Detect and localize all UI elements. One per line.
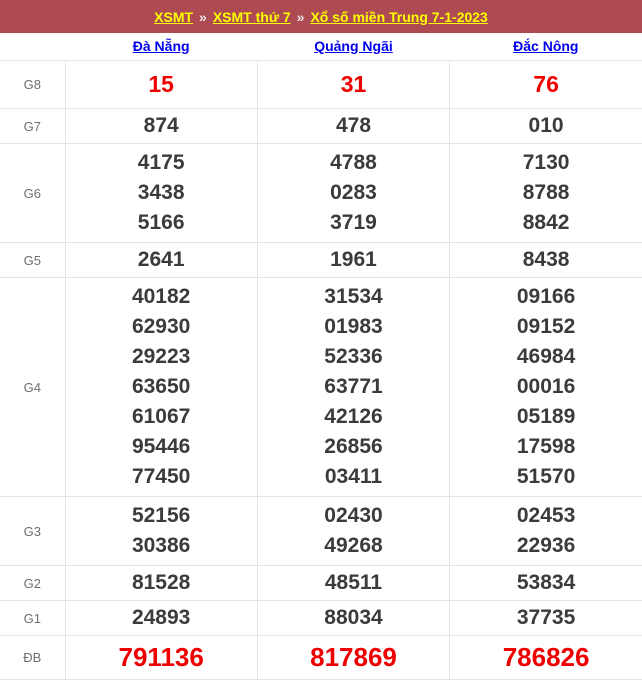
breadcrumb-link-xsmt-thu-7[interactable]: XSMT thứ 7 bbox=[212, 8, 291, 25]
results-table-body bbox=[0, 61, 642, 680]
column-header-dac-nong bbox=[450, 38, 642, 56]
prize-number: 010 bbox=[528, 114, 564, 137]
prize-cell bbox=[257, 61, 449, 109]
prize-row bbox=[0, 243, 642, 278]
prize-cell bbox=[257, 497, 449, 566]
prize-row bbox=[0, 61, 642, 109]
prize-number: 15 bbox=[148, 71, 174, 97]
prize-label: G2 bbox=[0, 566, 65, 601]
prize-number: 52336 bbox=[324, 345, 383, 368]
prize-number: 52156 bbox=[131, 504, 191, 527]
prize-number: 8842 bbox=[522, 211, 570, 234]
prize-number: 478 bbox=[335, 114, 372, 137]
prize-number: 5166 bbox=[137, 211, 185, 234]
prize-cell bbox=[65, 601, 257, 636]
prize-number: 02453 bbox=[516, 504, 576, 527]
prize-cell bbox=[65, 278, 257, 497]
prize-label: G6 bbox=[0, 144, 65, 243]
prize-number: 09152 bbox=[516, 315, 576, 338]
prize-number: 3438 bbox=[137, 181, 185, 204]
prize-cell bbox=[257, 601, 449, 636]
prize-number: 51570 bbox=[516, 465, 576, 488]
prize-number: 42126 bbox=[324, 405, 383, 428]
prize-row bbox=[0, 144, 642, 243]
prize-number: 786826 bbox=[502, 642, 590, 672]
prize-row bbox=[0, 497, 642, 566]
province-link-quang-ngai[interactable]: Quảng Ngãi bbox=[314, 37, 393, 54]
prize-number: 817869 bbox=[310, 642, 397, 672]
prize-number: 46984 bbox=[516, 345, 576, 368]
prize-number: 00016 bbox=[516, 375, 576, 398]
prize-number: 1961 bbox=[330, 248, 377, 271]
prize-number: 53834 bbox=[516, 571, 576, 594]
prize-number: 02430 bbox=[324, 504, 383, 527]
prize-number: 09166 bbox=[516, 285, 576, 308]
prize-cell bbox=[450, 109, 642, 144]
prize-cell bbox=[257, 636, 449, 680]
prize-cell bbox=[257, 144, 449, 243]
prize-cell bbox=[65, 636, 257, 680]
prize-number: 2641 bbox=[137, 248, 185, 271]
prize-number: 7130 bbox=[522, 151, 570, 174]
prize-number: 63771 bbox=[324, 375, 383, 398]
prize-label: G1 bbox=[0, 601, 65, 636]
prize-number: 01983 bbox=[324, 315, 383, 338]
prize-cell bbox=[65, 243, 257, 278]
prize-number: 63650 bbox=[131, 375, 191, 398]
prize-label: G5 bbox=[0, 243, 65, 278]
prize-number: 88034 bbox=[324, 606, 383, 629]
breadcrumb-separator: » bbox=[199, 8, 207, 25]
prize-number: 95446 bbox=[131, 435, 191, 458]
prize-cell bbox=[257, 278, 449, 497]
prize-cell bbox=[450, 144, 642, 243]
prize-number: 874 bbox=[143, 114, 179, 137]
prize-number: 05189 bbox=[516, 405, 576, 428]
prize-label: G3 bbox=[0, 497, 65, 566]
prize-row bbox=[0, 109, 642, 144]
breadcrumb-link-date[interactable]: Xổ số miền Trung 7-1-2023 bbox=[310, 8, 488, 25]
column-header-quang-ngai bbox=[257, 38, 449, 56]
prize-row bbox=[0, 566, 642, 601]
prize-cell bbox=[65, 61, 257, 109]
column-header-row bbox=[0, 33, 642, 60]
prize-number: 31 bbox=[340, 71, 367, 97]
prize-number: 0283 bbox=[330, 181, 377, 204]
prize-number: 3719 bbox=[330, 211, 377, 234]
province-link-da-nang[interactable]: Đà Nẵng bbox=[132, 37, 190, 54]
prize-number: 4788 bbox=[330, 151, 377, 174]
breadcrumb-separator: » bbox=[296, 8, 305, 25]
prize-cell bbox=[257, 566, 449, 601]
breadcrumb bbox=[0, 0, 642, 33]
prize-cell bbox=[257, 109, 449, 144]
prize-cell bbox=[65, 497, 257, 566]
prize-number: 37735 bbox=[516, 606, 576, 629]
prize-number: 31534 bbox=[324, 285, 383, 308]
prize-number: 40182 bbox=[131, 285, 191, 308]
prize-cell bbox=[450, 601, 642, 636]
prize-number: 8438 bbox=[522, 248, 570, 271]
prize-number: 77450 bbox=[131, 465, 191, 488]
prize-number: 26856 bbox=[324, 435, 383, 458]
prize-label: G4 bbox=[0, 278, 65, 497]
prize-label: G8 bbox=[0, 61, 65, 109]
prize-number: 81528 bbox=[131, 571, 191, 594]
prize-number: 8788 bbox=[522, 181, 570, 204]
prize-number: 4175 bbox=[137, 151, 185, 174]
prize-number: 22936 bbox=[516, 534, 576, 557]
prize-row bbox=[0, 636, 642, 680]
column-header-da-nang bbox=[65, 38, 257, 56]
prize-cell bbox=[450, 497, 642, 566]
prize-cell bbox=[450, 61, 642, 109]
prize-row bbox=[0, 278, 642, 497]
prize-number: 61067 bbox=[131, 405, 191, 428]
prize-number: 49268 bbox=[324, 534, 383, 557]
prize-cell bbox=[257, 243, 449, 278]
prize-number: 17598 bbox=[516, 435, 576, 458]
prize-cell bbox=[65, 566, 257, 601]
prize-number: 76 bbox=[533, 71, 559, 97]
results-table bbox=[0, 60, 642, 680]
prize-number: 29223 bbox=[131, 345, 191, 368]
prize-number: 62930 bbox=[131, 315, 191, 338]
breadcrumb-link-xsmt[interactable]: XSMT bbox=[154, 8, 194, 25]
prize-cell bbox=[65, 144, 257, 243]
prize-cell bbox=[450, 566, 642, 601]
province-link-dac-nong[interactable]: Đắc Nông bbox=[513, 37, 579, 54]
prize-label: ĐB bbox=[0, 636, 65, 680]
prize-number: 30386 bbox=[131, 534, 191, 557]
prize-number: 03411 bbox=[324, 465, 383, 488]
prize-number: 791136 bbox=[118, 642, 204, 672]
prize-cell bbox=[450, 636, 642, 680]
prize-label: G7 bbox=[0, 109, 65, 144]
prize-row bbox=[0, 601, 642, 636]
prize-cell bbox=[450, 243, 642, 278]
prize-cell bbox=[65, 109, 257, 144]
prize-number: 24893 bbox=[131, 606, 191, 629]
prize-cell bbox=[450, 278, 642, 497]
prize-number: 48511 bbox=[324, 571, 383, 594]
